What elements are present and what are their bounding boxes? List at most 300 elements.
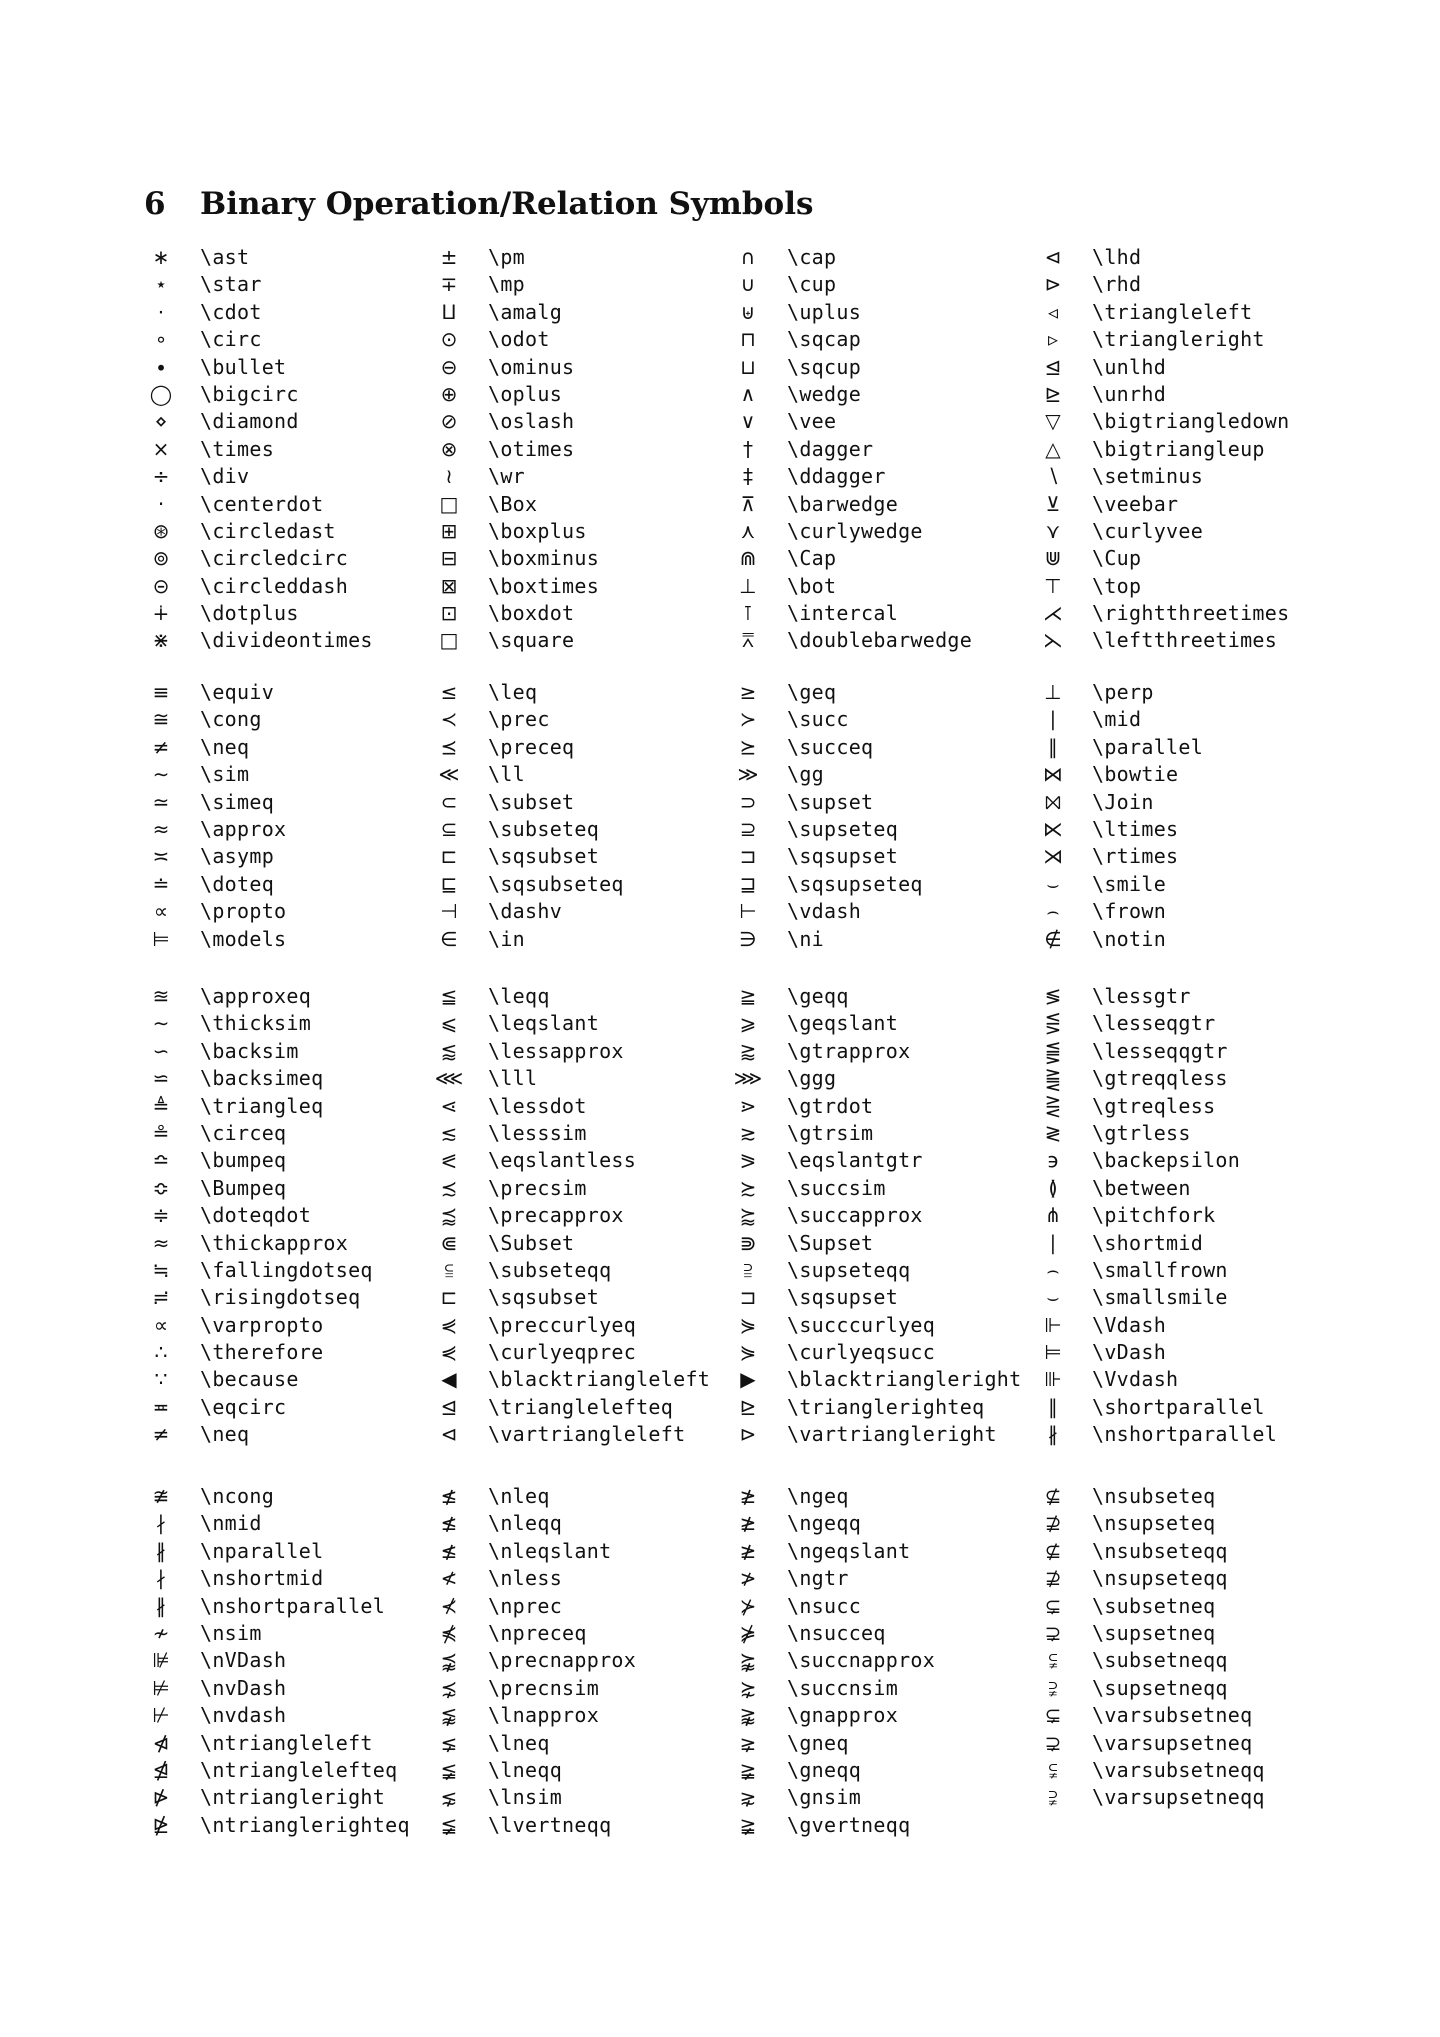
symbol-glyph: ⊳ bbox=[1044, 272, 1062, 297]
symbol-row bbox=[143, 816, 443, 843]
symbol-glyph: ⌢ bbox=[1046, 1257, 1060, 1282]
symbol-glyph: ⊠ bbox=[440, 573, 458, 598]
latex-command: \backsim bbox=[200, 1038, 299, 1063]
symbol-glyph: ⪈ bbox=[739, 1730, 757, 1755]
symbol-row bbox=[730, 898, 1030, 925]
symbol-glyph: ≪ bbox=[438, 762, 460, 787]
latex-command: \ast bbox=[200, 245, 250, 269]
latex-command: \eqslantless bbox=[488, 1148, 637, 1173]
symbol-glyph: ◀ bbox=[441, 1367, 457, 1392]
symbol-glyph: ≠ bbox=[152, 734, 170, 759]
latex-command: \lesseqqgtr bbox=[1092, 1038, 1228, 1063]
latex-command: \succcurlyeq bbox=[787, 1312, 936, 1337]
symbol-row bbox=[1035, 1538, 1335, 1565]
symbol-row bbox=[143, 1312, 443, 1339]
symbol-row bbox=[431, 1675, 731, 1702]
symbol-row bbox=[730, 679, 1030, 706]
symbol-glyph: † bbox=[743, 436, 753, 461]
latex-command: \smallsmile bbox=[1092, 1285, 1228, 1310]
symbol-glyph: ∓ bbox=[440, 272, 458, 297]
symbol-row bbox=[143, 1812, 443, 1839]
latex-command: \mid bbox=[1092, 707, 1142, 732]
latex-command: \subseteq bbox=[488, 816, 600, 841]
symbol-row bbox=[1035, 789, 1335, 816]
symbol-glyph: ≰ bbox=[440, 1511, 458, 1536]
symbol-row bbox=[431, 1620, 731, 1647]
symbol-column bbox=[1035, 679, 1335, 953]
symbol-row bbox=[431, 463, 731, 490]
section-heading bbox=[144, 186, 813, 222]
symbol-row bbox=[143, 926, 443, 953]
symbol-row bbox=[1035, 1312, 1335, 1339]
symbol-glyph: ≁ bbox=[152, 1620, 170, 1645]
symbol-row bbox=[1035, 1620, 1335, 1647]
latex-command: \lhd bbox=[1092, 245, 1142, 269]
symbol-glyph: ⋩ bbox=[739, 1675, 757, 1700]
symbol-glyph: ⊥ bbox=[739, 573, 757, 598]
symbol-row bbox=[730, 1230, 1030, 1257]
latex-command: \odot bbox=[488, 327, 550, 352]
latex-command: \gtreqless bbox=[1092, 1093, 1216, 1118]
latex-command: \nleqslant bbox=[488, 1538, 612, 1563]
symbol-row bbox=[143, 761, 443, 788]
symbol-row bbox=[143, 271, 443, 298]
symbol-glyph: ⌣ bbox=[1046, 871, 1060, 896]
symbol-row bbox=[431, 843, 731, 870]
latex-command: \nshortparallel bbox=[1092, 1422, 1278, 1447]
symbol-glyph: ≿ bbox=[739, 1175, 757, 1200]
latex-command: \cdot bbox=[200, 299, 262, 324]
symbol-row bbox=[431, 1284, 731, 1311]
symbol-glyph: ≅ bbox=[152, 707, 170, 732]
symbol-glyph: ⋑ bbox=[739, 1230, 757, 1255]
latex-command: \varsupsetneqq bbox=[1092, 1785, 1265, 1810]
symbol-glyph: ÷ bbox=[152, 464, 170, 489]
symbol-glyph: ⊈ bbox=[1044, 1484, 1062, 1508]
symbol-glyph: ≺ bbox=[440, 707, 458, 732]
symbol-row bbox=[431, 1702, 731, 1729]
symbol-glyph: ≶ bbox=[1044, 984, 1062, 1008]
symbol-row bbox=[431, 816, 731, 843]
latex-command: \ngeqslant bbox=[787, 1538, 911, 1563]
symbol-glyph: ⪕ bbox=[440, 1148, 458, 1173]
symbol-glyph: ▹ bbox=[1047, 327, 1059, 352]
symbol-row bbox=[431, 408, 731, 435]
latex-command: \sqsupset bbox=[787, 844, 899, 869]
symbol-glyph: ⊚ bbox=[152, 546, 170, 571]
latex-command: \sqsupset bbox=[787, 1285, 899, 1310]
symbol-row bbox=[1035, 1230, 1335, 1257]
symbol-glyph: ⊒ bbox=[739, 871, 757, 896]
latex-command: \ll bbox=[488, 762, 526, 787]
symbol-row bbox=[1035, 600, 1335, 627]
latex-command: \supsetneqq bbox=[1092, 1675, 1228, 1700]
latex-command: \Cap bbox=[787, 546, 837, 571]
symbol-row bbox=[431, 436, 731, 463]
symbol-glyph: ⊔ bbox=[740, 354, 756, 379]
symbol-row bbox=[1035, 1065, 1335, 1092]
latex-command: \unrhd bbox=[1092, 381, 1167, 406]
symbol-row bbox=[143, 983, 443, 1010]
symbol-glyph: ⊪ bbox=[1044, 1367, 1062, 1392]
symbol-row bbox=[431, 761, 731, 788]
symbol-glyph: ≒ bbox=[152, 1257, 170, 1282]
symbol-row bbox=[431, 706, 731, 733]
latex-command: \approxeq bbox=[200, 984, 312, 1008]
symbol-glyph: ≧ bbox=[739, 984, 757, 1008]
symbol-row bbox=[1035, 1366, 1335, 1393]
latex-command: \curlyvee bbox=[1092, 518, 1204, 543]
latex-command: \precsim bbox=[488, 1175, 587, 1200]
symbol-glyph: ≎ bbox=[152, 1175, 170, 1200]
symbol-glyph: ⋖ bbox=[440, 1093, 458, 1118]
symbol-glyph: ∼ bbox=[152, 1011, 170, 1036]
symbol-glyph: ∽ bbox=[152, 1038, 170, 1063]
symbol-row bbox=[143, 627, 443, 654]
latex-command: \parallel bbox=[1092, 734, 1204, 759]
symbol-glyph: ⪺ bbox=[739, 1648, 757, 1673]
symbol-glyph: ∖ bbox=[1046, 464, 1060, 489]
latex-command: \amalg bbox=[488, 299, 563, 324]
symbol-glyph: ⊨ bbox=[1044, 1340, 1062, 1365]
symbol-row bbox=[431, 1730, 731, 1757]
latex-command: \supseteq bbox=[787, 816, 899, 841]
symbol-glyph: ≃ bbox=[152, 789, 170, 814]
symbol-glyph: ∣ bbox=[1048, 707, 1058, 732]
symbol-column bbox=[730, 983, 1030, 1449]
symbol-glyph: ⌢ bbox=[1046, 899, 1060, 924]
symbol-glyph: ≤ bbox=[440, 680, 458, 704]
symbol-row bbox=[730, 1784, 1030, 1811]
latex-command: \backepsilon bbox=[1092, 1148, 1241, 1173]
symbol-glyph: ◯ bbox=[149, 381, 173, 406]
latex-command: \cong bbox=[200, 707, 262, 732]
symbol-row bbox=[1035, 1175, 1335, 1202]
latex-command: \lneq bbox=[488, 1730, 550, 1755]
symbol-row bbox=[1035, 1784, 1335, 1811]
symbol-glyph: ∩ bbox=[740, 245, 756, 269]
latex-command: \gtrless bbox=[1092, 1120, 1191, 1145]
symbol-row bbox=[143, 1366, 443, 1393]
latex-command: \simeq bbox=[200, 789, 275, 814]
symbol-glyph: ⋐ bbox=[440, 1230, 458, 1255]
latex-command: \ngeqq bbox=[787, 1511, 862, 1536]
latex-command: \varpropto bbox=[200, 1312, 324, 1337]
latex-command: \preccurlyeq bbox=[488, 1312, 637, 1337]
latex-command: \boxtimes bbox=[488, 573, 600, 598]
latex-command: \ddagger bbox=[787, 464, 886, 489]
latex-command: \trianglerighteq bbox=[787, 1394, 985, 1419]
symbol-row bbox=[1035, 1284, 1335, 1311]
symbol-glyph: ⨝ bbox=[1044, 789, 1062, 814]
latex-command: \veebar bbox=[1092, 491, 1179, 516]
symbol-glyph: ≀ bbox=[445, 464, 453, 489]
latex-command: \doteqdot bbox=[200, 1203, 312, 1228]
latex-command: \ntrianglelefteq bbox=[200, 1757, 398, 1782]
symbol-row bbox=[431, 1538, 731, 1565]
symbol-row bbox=[431, 1093, 731, 1120]
symbol-glyph: ≱ bbox=[739, 1484, 757, 1508]
latex-command: \nless bbox=[488, 1566, 563, 1591]
symbol-glyph: ⊡ bbox=[440, 601, 458, 626]
symbol-row bbox=[1035, 1757, 1335, 1784]
symbol-glyph: ⊆ bbox=[440, 816, 458, 841]
symbol-row bbox=[1035, 734, 1335, 761]
symbol-glyph: ∦ bbox=[156, 1593, 166, 1618]
symbol-glyph: ⩞ bbox=[741, 628, 755, 653]
symbol-glyph: ∦ bbox=[1048, 1422, 1058, 1447]
latex-command: \sim bbox=[200, 762, 250, 787]
symbol-glyph: ⊝ bbox=[152, 573, 170, 598]
symbol-glyph: ⊉ bbox=[1044, 1511, 1062, 1536]
latex-command: \varsubsetneqq bbox=[1092, 1757, 1265, 1782]
symbol-column bbox=[730, 1483, 1030, 1839]
symbol-glyph: ⊊ bbox=[1044, 1593, 1062, 1618]
symbol-glyph: □ bbox=[439, 491, 459, 516]
latex-command: \gnsim bbox=[787, 1785, 862, 1810]
symbol-glyph: ⩽ bbox=[440, 1011, 458, 1036]
latex-command: \frown bbox=[1092, 899, 1167, 924]
symbol-row bbox=[730, 1147, 1030, 1174]
symbol-glyph: ⪌ bbox=[1044, 1066, 1062, 1091]
latex-command: \backsimeq bbox=[200, 1066, 324, 1091]
symbol-glyph: ⊉ bbox=[1044, 1566, 1062, 1591]
symbol-row bbox=[431, 789, 731, 816]
symbol-column bbox=[431, 679, 731, 953]
latex-command: \vdash bbox=[787, 899, 862, 924]
latex-command: \gneqq bbox=[787, 1757, 862, 1782]
symbol-row bbox=[730, 1093, 1030, 1120]
symbol-glyph: ⋌ bbox=[1043, 601, 1063, 626]
symbol-glyph: ≥ bbox=[739, 680, 757, 704]
section-number: 6 bbox=[144, 186, 166, 222]
symbol-row bbox=[1035, 679, 1335, 706]
symbol-row bbox=[1035, 761, 1335, 788]
symbol-row bbox=[730, 1730, 1030, 1757]
latex-command: \unlhd bbox=[1092, 354, 1167, 379]
symbol-row bbox=[143, 871, 443, 898]
latex-command: \Bumpeq bbox=[200, 1175, 287, 1200]
symbol-row bbox=[431, 518, 731, 545]
symbol-row bbox=[730, 1757, 1030, 1784]
symbol-glyph: ≯ bbox=[739, 1566, 757, 1591]
symbol-glyph: ⊼ bbox=[740, 491, 756, 516]
latex-command: \succeq bbox=[787, 734, 874, 759]
latex-command: \intercal bbox=[787, 601, 899, 626]
symbol-row bbox=[143, 1257, 443, 1284]
latex-command: \times bbox=[200, 436, 275, 461]
symbol-column bbox=[431, 244, 731, 655]
latex-command: \succnapprox bbox=[787, 1648, 936, 1673]
latex-command: \because bbox=[200, 1367, 299, 1392]
symbol-glyph: ∘ bbox=[154, 327, 168, 352]
symbol-row bbox=[431, 1483, 731, 1510]
symbol-glyph: ⊃ bbox=[739, 789, 757, 814]
latex-command: \nsupseteqq bbox=[1092, 1566, 1228, 1591]
latex-command: \wedge bbox=[787, 381, 862, 406]
latex-command: \notin bbox=[1092, 926, 1167, 951]
symbol-row bbox=[431, 1257, 731, 1284]
symbol-glyph: ⋫ bbox=[152, 1785, 170, 1810]
latex-command: \Supset bbox=[787, 1230, 874, 1255]
symbol-row bbox=[1035, 491, 1335, 518]
symbol-row bbox=[1035, 1483, 1335, 1510]
symbol-row bbox=[1035, 816, 1335, 843]
symbol-glyph: ◃ bbox=[1047, 299, 1059, 324]
symbol-glyph: ≨ bbox=[440, 1757, 458, 1782]
latex-command: \propto bbox=[200, 899, 287, 924]
symbol-row bbox=[730, 381, 1030, 408]
symbol-row bbox=[1035, 408, 1335, 435]
symbol-row bbox=[730, 1339, 1030, 1366]
symbol-glyph: ⋧ bbox=[739, 1785, 757, 1810]
latex-command: \oplus bbox=[488, 381, 563, 406]
symbol-glyph: ⋡ bbox=[739, 1620, 757, 1645]
latex-command: \succapprox bbox=[787, 1203, 923, 1228]
symbol-row bbox=[730, 816, 1030, 843]
symbol-glyph: ∧ bbox=[740, 381, 756, 406]
latex-command: \pitchfork bbox=[1092, 1203, 1216, 1228]
symbol-glyph: ⫅ bbox=[444, 1257, 454, 1282]
symbol-row bbox=[431, 983, 731, 1010]
symbol-glyph: ≇ bbox=[152, 1484, 170, 1508]
symbol-glyph: ≍ bbox=[152, 844, 170, 869]
latex-command: \top bbox=[1092, 573, 1142, 598]
latex-command: \lvertneqq bbox=[488, 1812, 612, 1837]
latex-command: \lll bbox=[488, 1066, 538, 1091]
symbol-glyph: ⊙ bbox=[440, 327, 458, 352]
symbol-glyph: × bbox=[152, 436, 170, 461]
symbol-row bbox=[730, 436, 1030, 463]
symbol-row bbox=[1035, 1593, 1335, 1620]
symbol-column bbox=[730, 679, 1030, 953]
latex-command: \gtrdot bbox=[787, 1093, 874, 1118]
latex-command: \supsetneq bbox=[1092, 1620, 1216, 1645]
symbol-row bbox=[1035, 1010, 1335, 1037]
symbol-glyph: ≱ bbox=[739, 1511, 757, 1536]
symbol-row bbox=[1035, 1675, 1335, 1702]
symbol-row bbox=[431, 1366, 731, 1393]
latex-command: \boxdot bbox=[488, 601, 575, 626]
latex-command: \nsucceq bbox=[787, 1620, 886, 1645]
symbol-row bbox=[143, 299, 443, 326]
symbol-row bbox=[730, 1702, 1030, 1729]
latex-command: \subsetneq bbox=[1092, 1593, 1216, 1618]
latex-command: \barwedge bbox=[787, 491, 899, 516]
symbol-glyph: ‡ bbox=[743, 464, 753, 489]
symbol-row bbox=[143, 573, 443, 600]
symbol-glyph: ± bbox=[440, 245, 458, 269]
symbol-row bbox=[143, 898, 443, 925]
latex-command: \vee bbox=[787, 409, 837, 434]
symbol-glyph: ≦ bbox=[440, 984, 458, 1008]
symbol-row bbox=[730, 1593, 1030, 1620]
symbol-row bbox=[730, 1675, 1030, 1702]
latex-command: \dagger bbox=[787, 436, 874, 461]
symbol-glyph: ▽ bbox=[1045, 409, 1061, 434]
symbol-row bbox=[1035, 436, 1335, 463]
latex-command: \bot bbox=[787, 573, 837, 598]
symbol-glyph: ⪯ bbox=[440, 734, 458, 759]
symbol-row bbox=[431, 1038, 731, 1065]
latex-command: \uplus bbox=[787, 299, 862, 324]
latex-command: \dashv bbox=[488, 899, 563, 924]
symbol-row bbox=[730, 843, 1030, 870]
latex-command: \boxminus bbox=[488, 546, 600, 571]
symbol-row bbox=[143, 1284, 443, 1311]
symbol-column bbox=[1035, 1483, 1335, 1812]
latex-command: \Cup bbox=[1092, 546, 1142, 571]
symbol-row bbox=[431, 299, 731, 326]
latex-command: \rightthreetimes bbox=[1092, 601, 1290, 626]
symbol-row bbox=[143, 1010, 443, 1037]
section-title: Binary Operation/Relation Symbols bbox=[200, 186, 814, 222]
symbol-glyph: ⫆ bbox=[743, 1257, 753, 1282]
latex-command: \Box bbox=[488, 491, 538, 516]
symbol-glyph: ≳ bbox=[739, 1120, 757, 1145]
latex-command: \sqcap bbox=[787, 327, 862, 352]
latex-command: \circledast bbox=[200, 518, 336, 543]
symbol-row bbox=[431, 381, 731, 408]
symbol-glyph: ∝ bbox=[153, 1312, 169, 1337]
symbol-glyph: ⊎ bbox=[740, 299, 756, 324]
symbol-glyph: ≻ bbox=[739, 707, 757, 732]
symbol-glyph: ≈ bbox=[152, 816, 170, 841]
symbol-glyph: ⋦ bbox=[440, 1785, 458, 1810]
latex-command: \approx bbox=[200, 816, 287, 841]
symbol-row bbox=[143, 326, 443, 353]
latex-command: \subsetneqq bbox=[1092, 1648, 1228, 1673]
symbol-glyph: ∨ bbox=[740, 409, 756, 434]
latex-command: \leq bbox=[488, 680, 538, 704]
symbol-row bbox=[730, 1565, 1030, 1592]
latex-command: \blacktriangleleft bbox=[488, 1367, 711, 1392]
symbol-row bbox=[431, 1510, 731, 1537]
symbol-glyph: ⊴ bbox=[440, 1394, 458, 1419]
symbol-row bbox=[431, 271, 731, 298]
symbol-row bbox=[730, 1120, 1030, 1147]
symbol-row bbox=[1035, 463, 1335, 490]
symbol-row bbox=[730, 871, 1030, 898]
latex-command: \varsubsetneq bbox=[1092, 1703, 1253, 1728]
latex-command: \lnsim bbox=[488, 1785, 563, 1810]
latex-command: \centerdot bbox=[200, 491, 324, 516]
symbol-glyph: ⫋ bbox=[1048, 1648, 1058, 1673]
latex-command: \blacktriangleright bbox=[787, 1367, 1022, 1392]
symbol-row bbox=[431, 1065, 731, 1092]
symbol-glyph: ⋇ bbox=[152, 628, 170, 653]
symbol-row bbox=[1035, 1038, 1335, 1065]
latex-command: \smallfrown bbox=[1092, 1257, 1228, 1282]
latex-command: \equiv bbox=[200, 680, 275, 704]
symbol-row bbox=[431, 545, 731, 572]
symbol-row bbox=[1035, 627, 1335, 654]
latex-command: \subset bbox=[488, 789, 575, 814]
symbol-row bbox=[1035, 518, 1335, 545]
latex-command: \supset bbox=[787, 789, 874, 814]
symbol-row bbox=[730, 299, 1030, 326]
latex-command: \fallingdotseq bbox=[200, 1257, 373, 1282]
symbol-row bbox=[143, 1757, 443, 1784]
symbol-glyph: ⋘ bbox=[434, 1066, 464, 1091]
symbol-glyph: ⪉ bbox=[440, 1703, 458, 1728]
symbol-row bbox=[143, 600, 443, 627]
latex-command: \leqslant bbox=[488, 1011, 600, 1036]
symbol-row bbox=[431, 1565, 731, 1592]
symbol-row bbox=[730, 1483, 1030, 1510]
latex-command: \mp bbox=[488, 272, 526, 297]
symbol-row bbox=[143, 1620, 443, 1647]
